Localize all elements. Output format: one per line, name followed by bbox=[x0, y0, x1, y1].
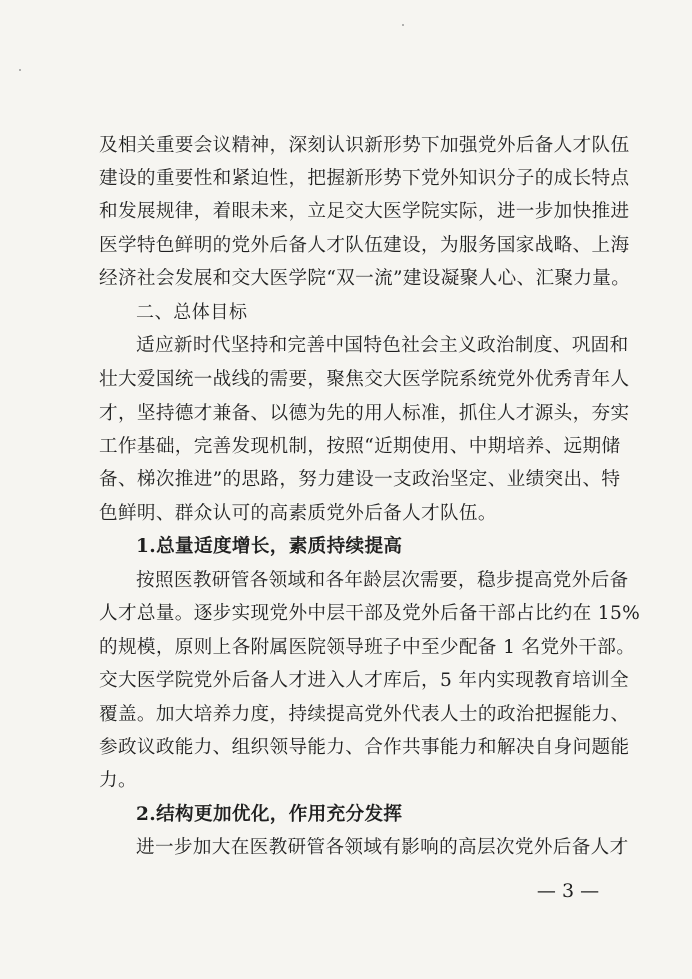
paragraph-line: 经济社会发展和交大医学院“双一流”建设凝聚人心、汇聚力量。 bbox=[99, 268, 631, 289]
paragraph-line: 备、梯次推进”的思路，努力建设一支政治坚定、业绩突出、特 bbox=[99, 469, 621, 490]
paragraph-line: 才，坚持德才兼备、以德为先的用人标准，抓住人才源头，夯实 bbox=[99, 403, 630, 424]
paragraph-line: 的规模，原则上各附属医院领导班子中至少配备 1 名党外干部。 bbox=[99, 637, 636, 658]
paragraph-line: 交大医学院党外后备人才进入人才库后，5 年内实现教育培训全 bbox=[99, 670, 629, 691]
paragraph-line: 进一步加大在医教研管各领域有影响的高层次党外后备人才 bbox=[136, 837, 629, 858]
paragraph-line: 建设的重要性和紧迫性，把握新形势下党外知识分子的成长特点 bbox=[99, 168, 630, 189]
paragraph-line: 工作基础，完善发现机制，按照“近期使用、中期培养、远期储 bbox=[99, 436, 621, 457]
paragraph-line: 人才总量。逐步实现党外中层干部及党外后备干部占比约在 15% bbox=[99, 603, 641, 624]
subsection-heading: 2.结构更加优化，作用充分发挥 bbox=[136, 804, 403, 825]
paragraph-line: 力。 bbox=[99, 770, 137, 791]
paragraph-line: 参政议政能力、组织领导能力、合作共事能力和解决自身问题能 bbox=[99, 737, 630, 758]
paragraph-line: 及相关重要会议精神，深刻认识新形势下加强党外后备人才队伍 bbox=[99, 135, 630, 156]
scan-speck bbox=[402, 24, 404, 26]
paragraph-line: 医学特色鲜明的党外后备人才队伍建设，为服务国家战略、上海 bbox=[99, 235, 630, 256]
section-heading: 二、总体目标 bbox=[136, 302, 248, 323]
subsection-heading: 1.总量适度增长，素质持续提高 bbox=[136, 536, 403, 557]
page-number: — 3 — bbox=[536, 880, 600, 902]
paragraph-line: 和发展规律，着眼未来，立足交大医学院实际，进一步加快推进 bbox=[99, 201, 630, 222]
scan-speck bbox=[19, 69, 21, 71]
paragraph-line: 覆盖。加大培养力度，持续提高党外代表人士的政治把握能力、 bbox=[99, 704, 630, 725]
paragraph-line: 按照医教研管各领域和各年龄层次需要，稳步提高党外后备 bbox=[136, 570, 629, 591]
paragraph-line: 壮大爱国统一战线的需要，聚焦交大医学院系统党外优秀青年人 bbox=[99, 369, 630, 390]
paragraph-line: 色鲜明、群众认可的高素质党外后备人才队伍。 bbox=[99, 503, 497, 524]
paragraph-line: 适应新时代坚持和完善中国特色社会主义政治制度、巩固和 bbox=[136, 335, 629, 356]
